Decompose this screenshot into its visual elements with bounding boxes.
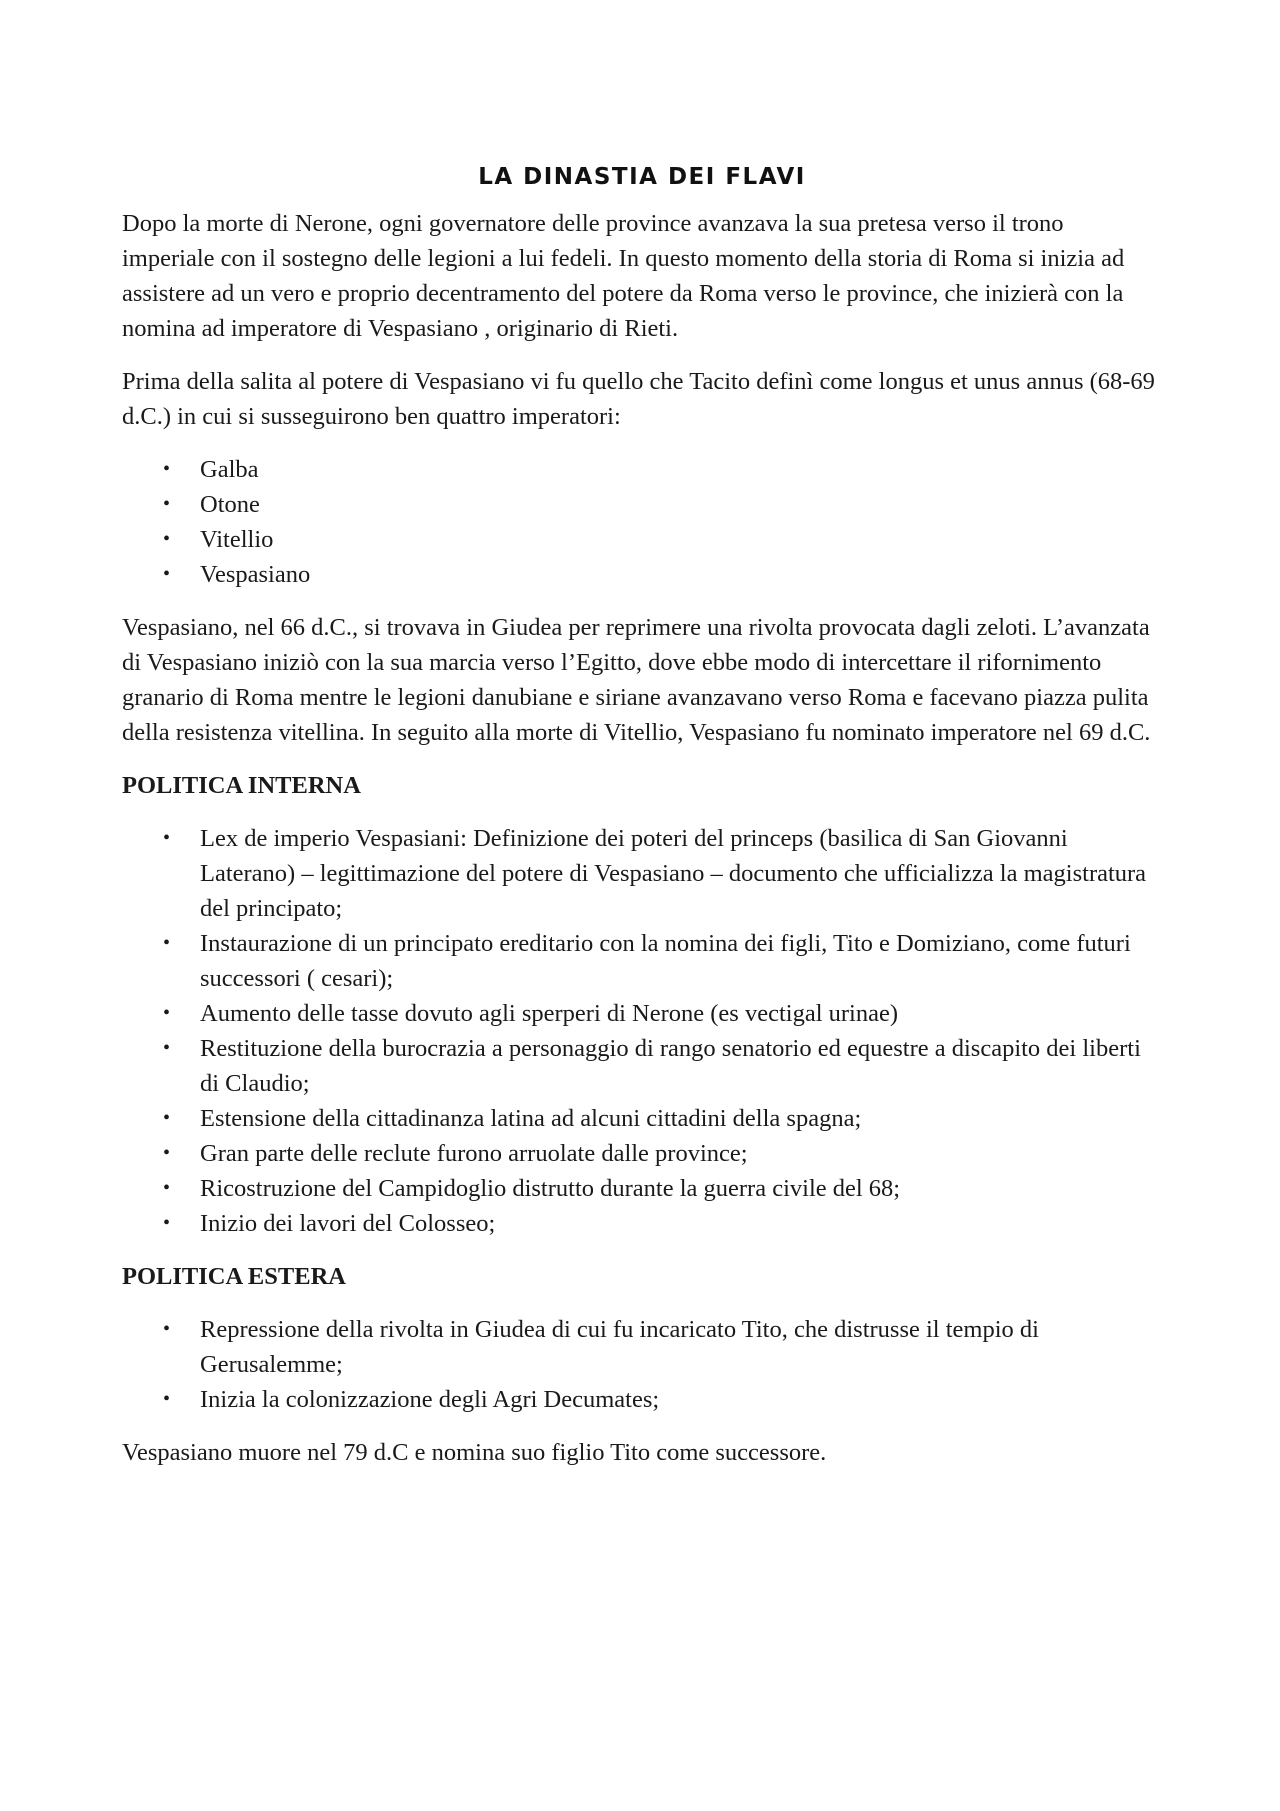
list-item-text: Galba [200, 456, 259, 483]
bullet-icon: • [163, 458, 171, 480]
list-item-politica-interna [122, 1171, 1162, 1206]
bullet-icon: • [163, 1037, 171, 1059]
list-item-text: Repressione della rivolta in Giudea di cui fu incaricato Tito, che distrusse il tempio di Gerusalemme; [200, 1316, 1039, 1378]
list-item-emperor [122, 522, 1162, 557]
list-item-emperor [122, 487, 1162, 522]
list-item-politica-interna [122, 821, 1162, 926]
list-item-emperor [122, 452, 1162, 487]
bullet-icon: • [163, 1318, 171, 1340]
list-item-politica-interna [122, 1101, 1162, 1136]
closing-paragraph: Vespasiano muore nel 79 d.C e nomina suo figlio Tito come successore. [122, 1439, 827, 1466]
bullet-icon: • [163, 563, 171, 585]
list-item-politica-interna [122, 1031, 1162, 1101]
list-item-text: Vespasiano [200, 561, 311, 588]
bullet-icon: • [163, 1388, 171, 1410]
document-title: LA DINASTIA DEI FLAVI [478, 164, 806, 190]
list-item-text: Gran parte delle reclute furono arruolate dalle province; [200, 1140, 748, 1167]
list-item-text: Estensione della cittadinanza latina ad alcuni cittadini della spagna; [200, 1105, 862, 1132]
bullet-icon: • [163, 1212, 171, 1234]
intro-paragraph: Dopo la morte di Nerone, ogni governatore delle province avanzava la sua pretesa verso il trono imperiale con il sostegno delle legioni a lui fedeli. In questo momento della storia di Roma si inizia ad assistere ad un vero e proprio decentramento del potere da Roma verso le province, che inizierà con la nomina ad imperatore di Vespasiano , originario di Rieti. [122, 210, 1125, 342]
politica-interna-list [122, 821, 1162, 1241]
politica-interna-heading: POLITICA INTERNA [122, 772, 361, 799]
bullet-icon: • [163, 932, 171, 954]
list-item-text: Instaurazione di un principato ereditario con la nomina dei figli, Tito e Domiziano, come futuri successori ( cesari); [200, 930, 1131, 992]
bullet-icon: • [163, 1002, 171, 1024]
bullet-icon: • [163, 1177, 171, 1199]
list-item-text: Aumento delle tasse dovuto agli sperperi di Nerone (es vectigal urinae) [200, 1000, 899, 1027]
politica-estera-heading: POLITICA ESTERA [122, 1263, 346, 1290]
politica-estera-list [122, 1312, 1162, 1417]
bullet-icon: • [163, 1107, 171, 1129]
list-item-text: Ricostruzione del Campidoglio distrutto durante la guerra civile del 68; [200, 1175, 901, 1202]
list-item-politica-interna [122, 926, 1162, 996]
list-item-text: Vitellio [200, 526, 274, 553]
list-item-text: Inizia la colonizzazione degli Agri Decumates; [200, 1386, 660, 1413]
document-content [122, 160, 1162, 1488]
list-item-text: Otone [200, 491, 260, 518]
list-item-text: Restituzione della burocrazia a personaggio di rango senatorio ed equestre a discapito dei liberti di Claudio; [200, 1035, 1141, 1097]
list-item-politica-interna [122, 996, 1162, 1031]
longus-annus-paragraph: Prima della salita al potere di Vespasiano vi fu quello che Tacito definì come longus et unus annus (68-69 d.C.) in cui si susseguirono ben quattro imperatori: [122, 368, 1155, 430]
list-item-emperor [122, 557, 1162, 592]
bullet-icon: • [163, 827, 171, 849]
emperors-list [122, 452, 1162, 592]
list-item-politica-interna [122, 1136, 1162, 1171]
list-item-politica-estera [122, 1312, 1162, 1382]
list-item-politica-estera [122, 1382, 1162, 1417]
bullet-icon: • [163, 528, 171, 550]
bullet-icon: • [163, 493, 171, 515]
bullet-icon: • [163, 1142, 171, 1164]
list-item-text: Inizio dei lavori del Colosseo; [200, 1210, 496, 1237]
list-item-text: Lex de imperio Vespasiani: Definizione dei poteri del princeps (basilica di San Giovanni Laterano) – legittimazione del potere di Vespasiano – documento che ufficializza la magistratura del principato; [200, 825, 1147, 922]
vespasiano-paragraph: Vespasiano, nel 66 d.C., si trovava in Giudea per reprimere una rivolta provocata dagli zeloti. L’avanzata di Vespasiano iniziò con la sua marcia verso l’Egitto, dove ebbe modo di intercettare il rifornimento granario di Roma mentre le legioni danubiane e siriane avanzavano verso Roma e facevano piazza pulita della resistenza vitellina. In seguito alla morte di Vitellio, Vespasiano fu nominato imperatore nel 69 d.C. [122, 614, 1151, 746]
list-item-politica-interna [122, 1206, 1162, 1241]
